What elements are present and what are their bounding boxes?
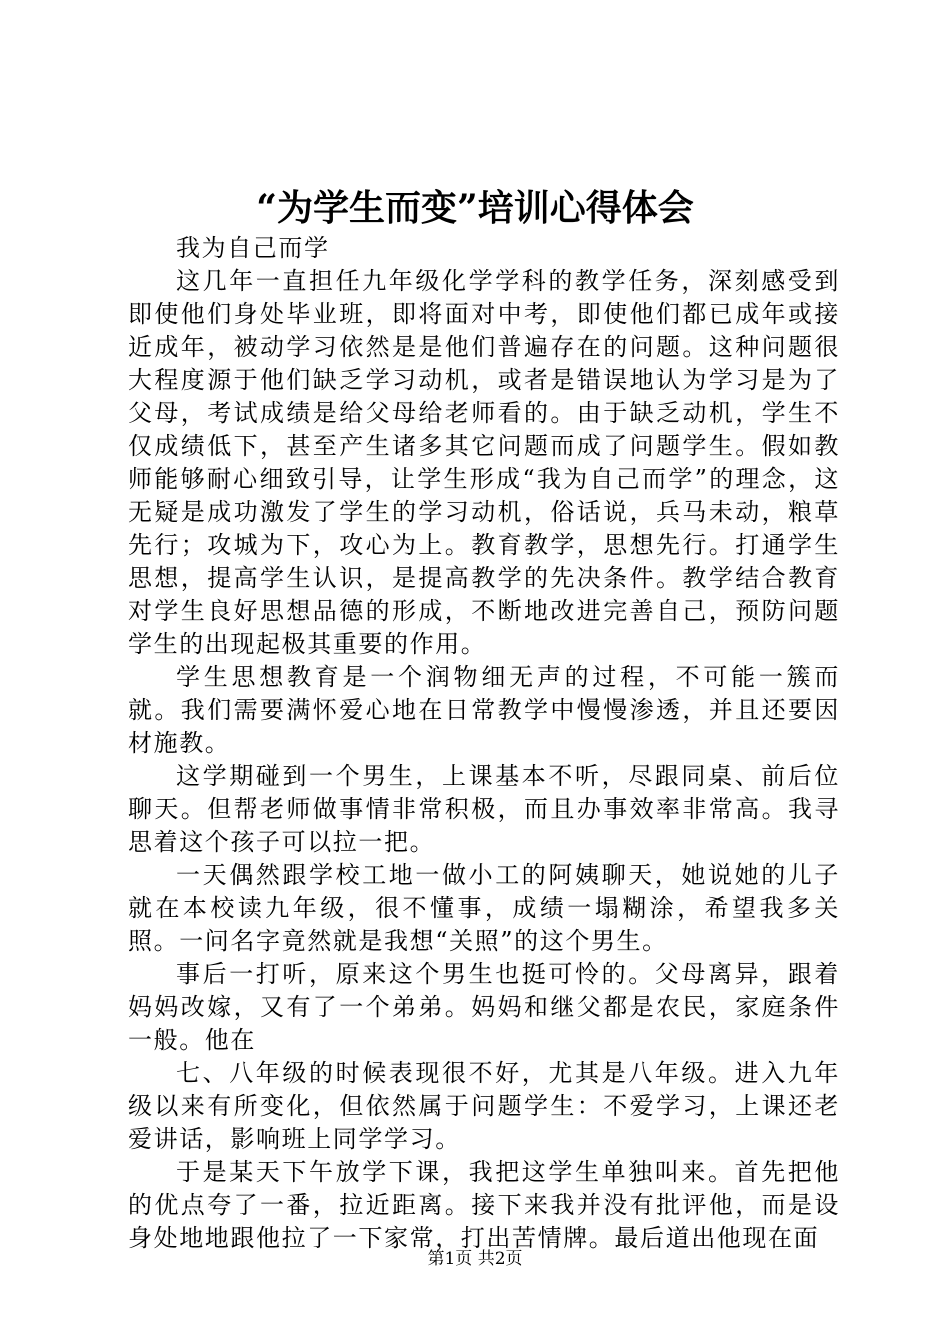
paragraph: 我为自己而学: [176, 234, 330, 262]
paragraph: 一天偶然跟学校工地一做小工的阿姨聊天，她说她的儿子就在本校读九年级，很不懂事，成绩一塌糊涂，希望我多关照。一问名字竟然就是我想“关照”的这个男生。: [128, 861, 840, 955]
paragraph: 七、八年级的时候表现很不好，尤其是八年级。进入九年级以来有所变化，但依然属于问题学生：不爱学习，上课还老爱讲话，影响班上同学学习。: [128, 1059, 840, 1153]
page-footer: 第1页 共2页: [427, 1249, 523, 1269]
paragraph: 这几年一直担任九年级化学学科的教学任务，深刻感受到即使他们身处毕业班，即将面对中考，即使他们都已成年或接近成年，被动学习依然是是他们普遍存在的问题。这种问题很大程度源于他们缺乏学习动机，或者是错误地认为学习是为了父母，考试成绩是给父母给老师看的。由于缺乏动机，学生不仅成绩低下，甚至产生诸多其它问题而成了问题学生。假如教师能够耐心细致引导，让学生形成“我为自己而学”的理念，这无疑是成功激发了学生的学习动机，俗话说，兵马未动，粮草先行；攻城为下，攻心为上。教育教学，思想先行。打通学生思想，提高学生认识，是提高教学的先决条件。教学结合教育对学生良好思想品德的形成，不断地改进完善自己，预防问题学生的出现起极其重要的作用。: [128, 267, 840, 658]
paragraph: 学生思想教育是一个润物细无声的过程，不可能一簇而就。我们需要满怀爱心地在日常教学中慢慢渗透，并且还要因材施教。: [128, 663, 840, 757]
paragraph: 于是某天下午放学下课，我把这学生单独叫来。首先把他的优点夸了一番，拉近距离。接下来我并没有批评他，而是设身处地地跟他拉了一下家常，打出苦情牌。最后道出他现在面: [128, 1158, 840, 1252]
document-title: “为学生而变”培训心得体会: [256, 187, 694, 229]
paragraph: 这学期碰到一个男生，上课基本不听，尽跟同桌、前后位聊天。但帮老师做事情非常积极，而且办事效率非常高。我寻思着这个孩子可以拉一把。: [128, 762, 840, 856]
document-body: [128, 232, 840, 1255]
paragraph: 事后一打听，原来这个男生也挺可怜的。父母离异，跟着妈妈改嫁，又有了一个弟弟。妈妈和继父都是农民，家庭条件一般。他在: [128, 960, 840, 1054]
